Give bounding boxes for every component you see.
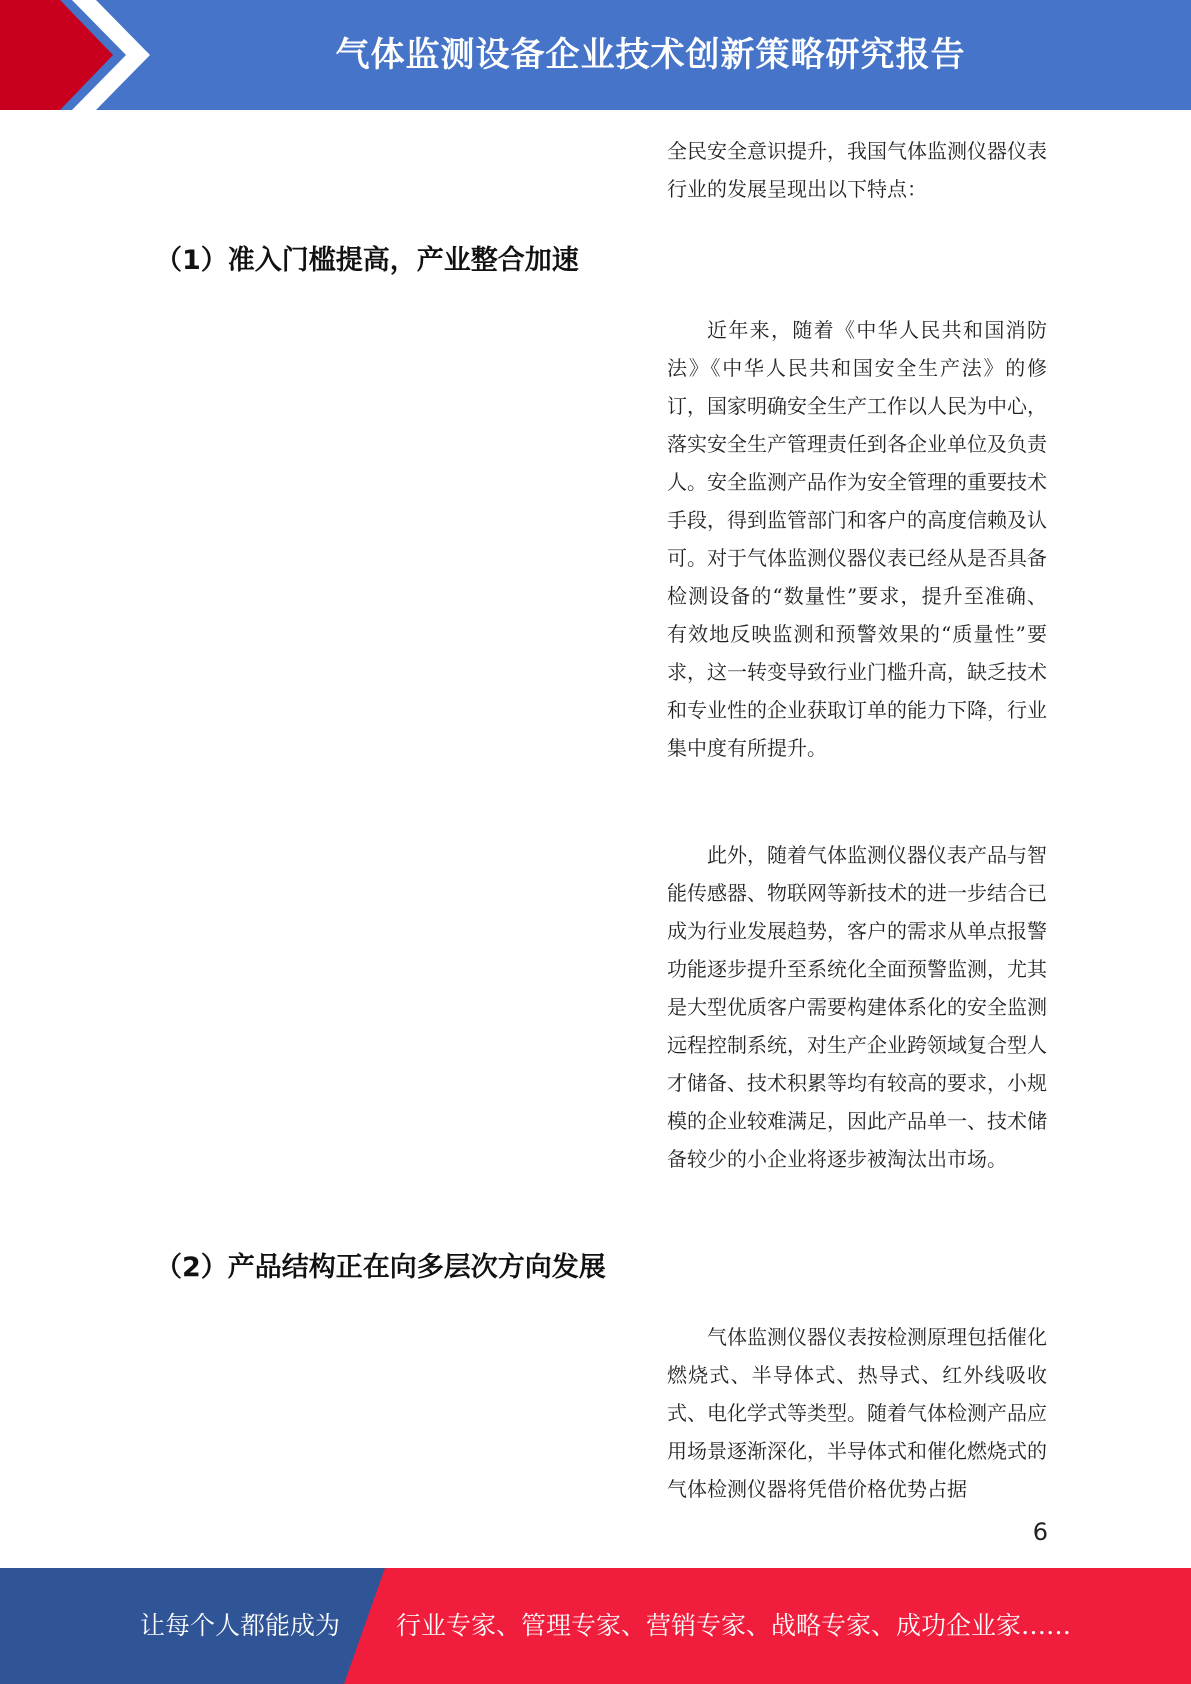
intro-paragraph: 全民安全意识提升，我国气体监测仪器仪表行业的发展呈现出以下特点： xyxy=(667,139,1047,201)
header-chevron-decoration xyxy=(0,0,150,110)
section-1-paragraph-1: 近年来，随着《中华人民共和国消防法》《中华人民共和国安全生产法》的修订，国家明确安全生产工作以人民为中心，落实安全生产管理责任到各企业单位及负责人。安全监测产品作为安全管理的重要技术手段，得到监管部门和客户的高度信赖及认可。对于气体监测仪器仪表已经从是否具备检测设备的“数量性”要求，提升至准确、有效地反映监测和预警效果的“质量性”要求，这一转变导致行业门槛升高，缺乏技术和专业性的企业获取订单的能力下降，行业集中度有所提升。 xyxy=(667,318,1047,760)
footer-slogan-right: 行业专家、管理专家、营销专家、战略专家、成功企业家…… xyxy=(396,1611,1072,1640)
footer-banner xyxy=(0,1568,1191,1684)
section-2-paragraph-1: 气体监测仪器仪表按检测原理包括催化燃烧式、半导体式、热导式、红外线吸收式、电化学式等类型。随着气体检测产品应用场景逐渐深化，半导体式和催化燃烧式的气体检测仪器将凭借价格优势占据 xyxy=(667,1325,1047,1501)
footer-slogan-left: 让每个人都能成为 xyxy=(140,1611,341,1640)
header-banner xyxy=(0,0,1191,110)
document-title: 气体监测设备企业技术创新策略研究报告 xyxy=(335,35,966,75)
page-number: 6 xyxy=(1032,1518,1048,1546)
section-1-paragraph-2: 此外，随着气体监测仪器仪表产品与智能传感器、物联网等新技术的进一步结合已成为行业发展趋势，客户的需求从单点报警功能逐步提升至系统化全面预警监测，尤其是大型优质客户需要构建体系化的安全监测远程控制系统，对生产企业跨领域复合型人才储备、技术积累等均有较高的要求，小规模的企业较难满足，因此产品单一、技术储备较少的小企业将逐步被淘汰出市场。 xyxy=(667,843,1047,1171)
section-heading-2: （2）产品结构正在向多层次方向发展 xyxy=(155,1252,606,1283)
section-heading-1: （1）准入门槛提高，产业整合加速 xyxy=(155,245,579,276)
